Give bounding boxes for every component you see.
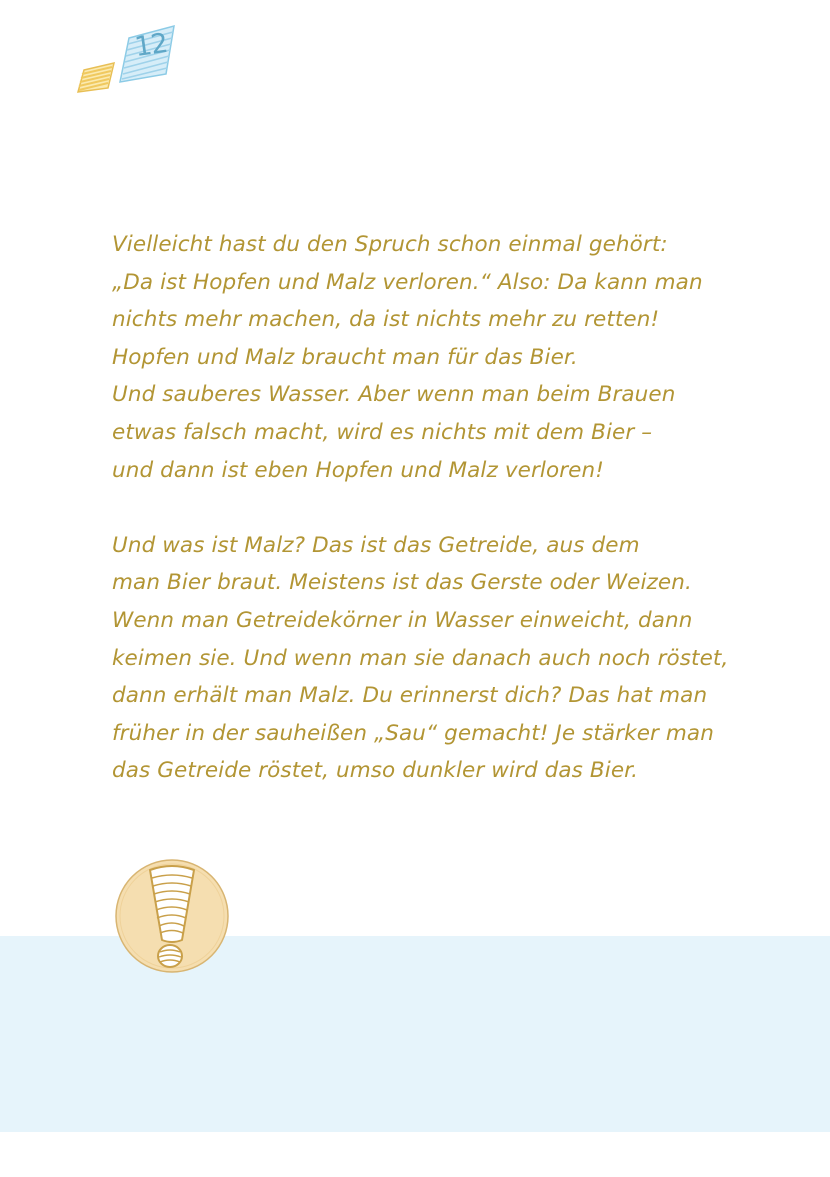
text-line: dann erhält man Malz. Du erinnerst dich? Das hat man [112,683,708,709]
text-line: keimen sie. Und wenn man sie danach auch noch röstet, [112,645,729,671]
text-line: und dann ist eben Hopfen und Malz verloren! [112,457,604,483]
text-line: nichts mehr machen, da ist nichts mehr zu retten! [112,307,660,333]
paragraph-1 [112,226,752,489]
text-line: früher in der sauheißen „Sau“ gemacht! Je stärker man [112,720,714,746]
text-line: etwas falsch macht, wird es nichts mit dem Bier – [112,419,653,445]
text-line: „Da ist Hopfen und Malz verloren.“ Also: Da kann man [112,269,703,295]
exclamation-badge [112,858,232,974]
text-line: man Bier braut. Meistens ist das Gerste oder Weizen. [112,570,692,596]
page-number-badge [74,18,184,94]
text-line: Wenn man Getreidekörner in Wasser einweicht, dann [112,607,693,633]
text-line: Hopfen und Malz braucht man für das Bier. [112,344,578,370]
page-number: 12 [132,27,170,64]
text-line: Vielleicht hast du den Spruch schon einmal gehört: [112,232,668,257]
body-text [112,226,752,790]
text-line: Und was ist Malz? Das ist das Getreide, aus dem [112,532,640,558]
text-line: das Getreide röstet, umso dunkler wird das Bier. [112,758,639,784]
text-line: Und sauberes Wasser. Aber wenn man beim Brauen [112,382,676,408]
exclamation-icon [112,858,232,974]
paragraph-gap [112,489,752,527]
paragraph-2 [112,527,752,790]
